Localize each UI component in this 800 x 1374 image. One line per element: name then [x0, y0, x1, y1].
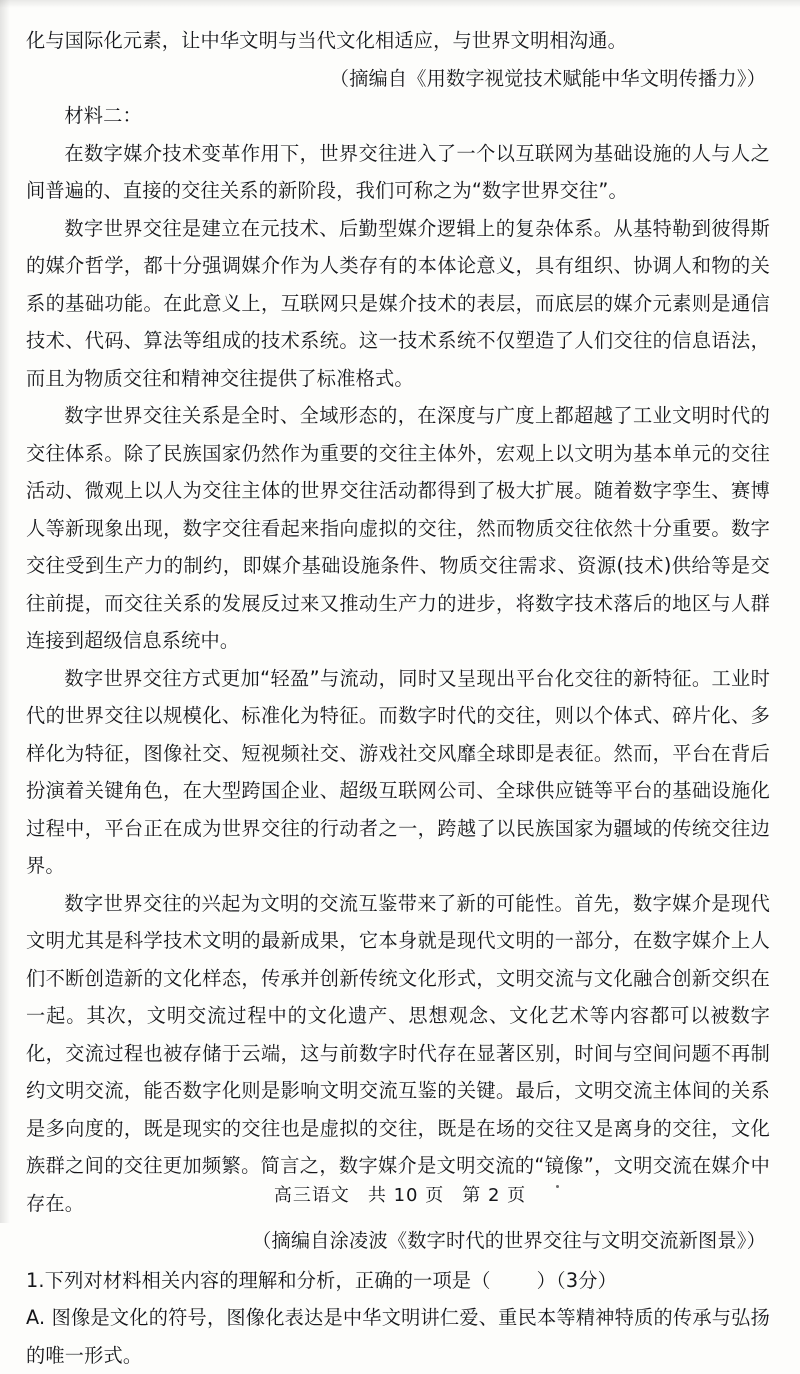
option-a: A. 图像是文化的符号，图像化表达是中华文明讲仁爱、重民本等精神特质的传承与弘扬的唯一形式。 [26, 1306, 770, 1367]
question-points: ）（3分） [536, 1268, 617, 1292]
question-stem: 下列对材料相关内容的理解和分析，正确的一项是（ [44, 1268, 491, 1292]
material-label: 材料二： [64, 104, 142, 127]
footer-course: 高三语文 [273, 1185, 350, 1206]
document-body [26, 22, 770, 1374]
footer-total-pages: 共 10 页 [367, 1185, 445, 1206]
paragraph-5: 数字世界交往的兴起为文明的交流互鉴带来了新的可能性。首先，数字媒介是现代文明尤其是科学技术文明的最新成果，它本身就是现代文明的一部分，在数字媒介上人们不断创造新的文化样态，传承并创新传统文化形式，文明交流与文化融合创新交织在一起。其次，文明交流过程中的文化遗产、思想观念、文化艺术等内容都可以被数字化，交流过程也被存储于云端，这与前数字时代存在显著区别，时间与空间问题不再制约文明交流，能否数字化则是影响文明交流互鉴的关键。最后，文明交流主体间的关系是多向度的，既是现实的交往也是虚拟的交往，既是在场的交往又是离身的交往，文化族群之间的交往更加频繁。简言之，数字媒介是文明交流的“镜像”，文明交流在媒介中存在。 [26, 891, 770, 1215]
continued-line: 化与国际化元素，让中华文明与当代文化相适应，与世界文明相沟通。 [26, 29, 628, 52]
source-citation-1: （摘编自《用数字视觉技术赋能中华文明传播力》） [329, 66, 766, 90]
footer-page-number: 第 2 页 [462, 1185, 527, 1206]
page-footer [0, 1181, 800, 1207]
paragraph-2: 数字世界交往是建立在元技术、后勤型媒介逻辑上的复杂体系。从基特勒到彼得斯的媒介哲学，都十分强调媒介作为人类存有的本体论意义，具有组织、协调人和物的关系的基础功能。在此意义上，互联网只是媒介技术的表层，而底层的媒介元素则是通信技术、代码、算法等组成的技术系统。这一技术系统不仅塑造了人们交往的信息语法，而且为物质交往和精神交往提供了标准格式。 [26, 216, 770, 390]
paragraph-4: 数字世界交往方式更加“轻盈”与流动，同时又呈现出平台化交往的新特征。工业时代的世界交往以规模化、标准化为特征。而数字时代的交往，则以个体式、碎片化、多样化为特征，图像社交、短视频社交、游戏社交风靡全球即是表征。然而，平台在背后扮演着关键角色，在大型跨国企业、超级互联网公司、全球供应链等平台的基础设施化过程中，平台正在成为世界交往的行动者之一，跨越了以民族国家为疆域的传统交往边界。 [26, 666, 770, 877]
page-left-shadow [0, 0, 10, 1223]
question-1 [26, 1262, 770, 1300]
page-top-shadow [0, 0, 800, 8]
paragraph-3: 数字世界交往关系是全时、全域形态的，在深度与广度上都超越了工业文明时代的交往体系。除了民族国家仍然作为重要的交往主体外，宏观上以文明为基本单元的交往活动、微观上以人为交往主体的世界交往活动都得到了极大扩展。随着数字孪生、赛博人等新现象出现，数字交往看起来指向虚拟的交往，然而物质交往依然十分重要。数字交往受到生产力的制约，即媒介基础设施条件、物质交往需求、资源(技术)供给等是交往前提，而交往关系的发展反过来又推动生产力的进步，将数字技术落后的地区与人群连接到超级信息系统中。 [26, 404, 770, 652]
source-citation-2: （摘编自涂凌波《数字时代的世界交往与文明交流新图景》） [252, 1229, 766, 1252]
paragraph-1: 在数字媒介技术变革作用下，世界交往进入了一个以互联网为基础设施的人与人之间普遍的、直接的交往关系的新阶段，我们可称之为“数字世界交往”。 [26, 141, 770, 202]
question-number: 1. [26, 1268, 45, 1292]
